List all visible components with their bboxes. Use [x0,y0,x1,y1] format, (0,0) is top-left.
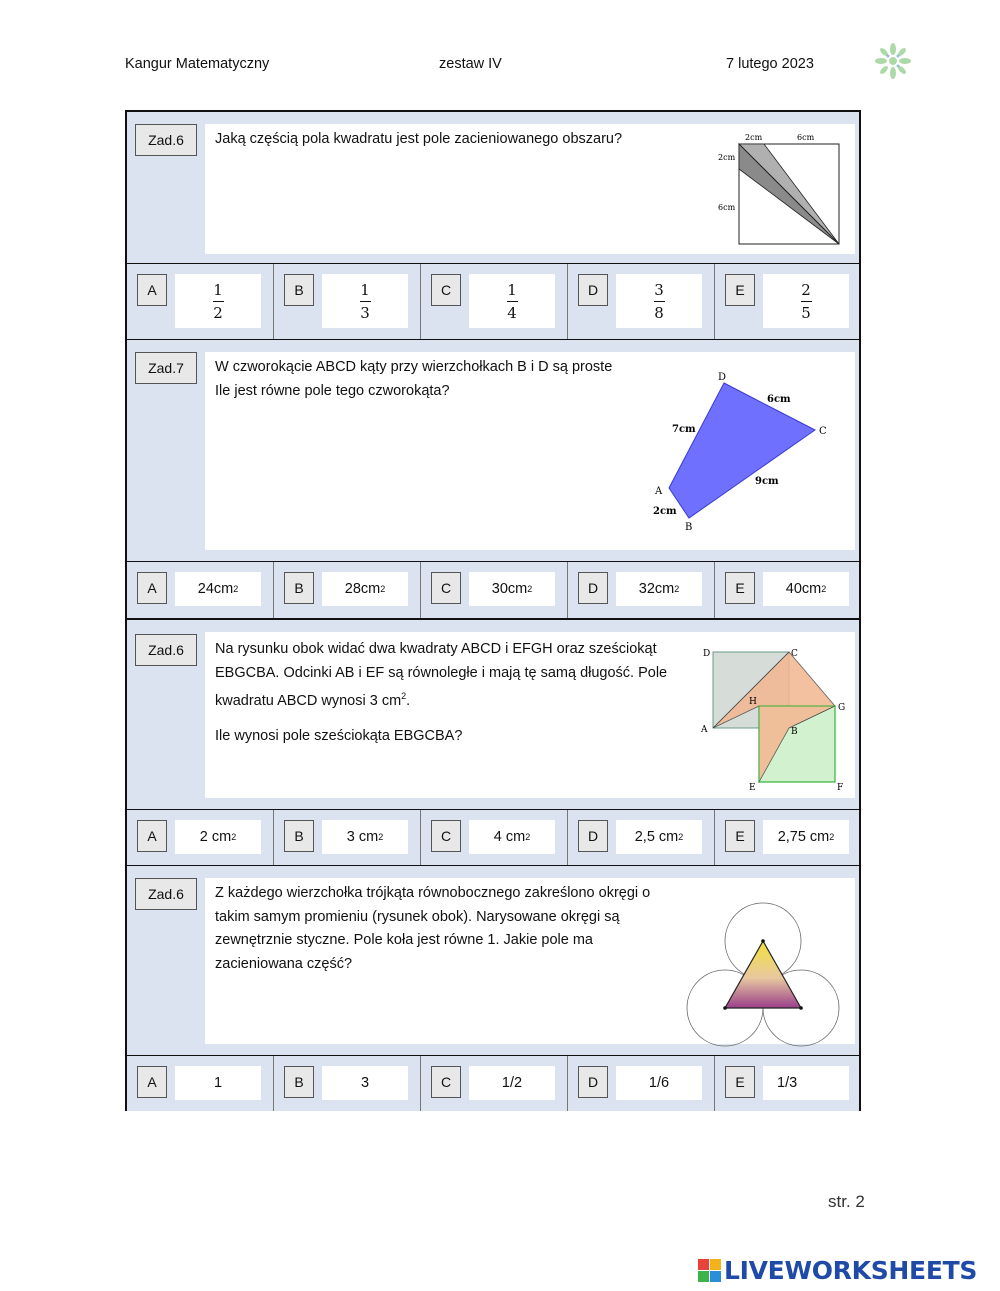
worksheet [125,110,861,1111]
svg-text:D: D [703,649,711,659]
answer-option[interactable]: C 4 cm 2 [421,810,568,865]
svg-text:C: C [819,426,827,437]
answer-option[interactable]: B $\frac{1}{3}$ [274,264,421,339]
answers-3 [127,810,859,866]
svg-text:D: D [718,372,727,383]
answer-option[interactable]: C 1/2 [421,1056,568,1111]
liveworksheets-logo: LIVEWORKSHEETS [698,1256,977,1284]
svg-text:C: C [791,649,798,659]
svg-text:E: E [749,783,756,793]
page-number: str. 2 [828,1192,865,1211]
squares-hexagon-figure [697,644,857,794]
question-text: Z każdego wierzchołka trójkąta równobocznego zakreślono okręgi o takim samym promieniu (rysunek obok). Narysowane okręgi są zewnętrznie styczne. Pole koła jest równe 1. Jakie pole ma zacieniowana część? [215,885,651,972]
answer-option[interactable]: E 40cm 2 [715,562,861,618]
answer-option[interactable]: B 3 cm 2 [274,810,421,865]
answer-option[interactable]: A $\frac{1}{2}$ [127,264,274,339]
svg-text:6cm: 6cm [718,203,736,212]
flower-logo-icon [872,40,914,82]
answer-option[interactable]: D $\frac{3}{8}$ [568,264,715,339]
svg-text:B: B [791,727,798,737]
question-label: Zad.7 [135,352,197,384]
svg-text:2cm: 2cm [718,153,736,162]
question-3 [127,622,859,810]
question-2 [127,340,859,562]
svg-text:H: H [749,697,757,707]
answer-option[interactable]: C 30cm 2 [421,562,568,618]
question-text: Na rysunku obok widać dwa kwadraty ABCD i EFGH oraz sześciokąt EBGCBA. Odcinki AB i EF są równoległe i mają tę samą długość. Pole kwadratu ABCD wynosi 3 $cm^2$. Ile wynosi pole sześciokąta EBGCBA? [215,641,668,745]
svg-text:F: F [837,783,844,793]
question-1 [127,112,859,264]
answer-option[interactable]: B 3 [274,1056,421,1111]
answer-option[interactable]: D 2,5 cm 2 [568,810,715,865]
question-label: Zad.6 [135,878,197,910]
quadrilateral-figure [645,368,845,538]
answers-2 [127,562,859,620]
circles-triangle-figure [685,888,847,1038]
header-title: Kangur Matematyczny [125,56,270,72]
answer-option[interactable]: E $\frac{2}{5}$ [715,264,861,339]
question-text: Jaką częścią pola kwadratu jest pole zacieniowanego obszaru? [215,131,623,147]
svg-text:6cm: 6cm [797,133,815,142]
answers-4 [127,1056,859,1111]
answer-option[interactable]: D 32cm 2 [568,562,715,618]
live-tile-icon [698,1259,721,1282]
svg-text:G: G [838,703,846,713]
question-label: Zad.6 [135,634,197,666]
header-date: 7 lutego 2023 [726,56,814,72]
answer-option[interactable]: A 2 cm 2 [127,810,274,865]
answer-option[interactable]: E 2,75 cm 2 [715,810,861,865]
header-set: zestaw IV [439,56,502,72]
answer-option[interactable]: C $\frac{1}{4}$ [421,264,568,339]
shaded-square-figure [718,130,855,248]
svg-text:7cm: 7cm [672,424,696,435]
svg-text:6cm: 6cm [767,394,791,405]
question-label: Zad.6 [135,124,197,156]
answers-1 [127,264,859,340]
svg-text:9cm: 9cm [755,476,779,487]
svg-text:A: A [701,725,708,735]
svg-text:2cm: 2cm [745,133,763,142]
svg-text:2cm: 2cm [653,506,677,517]
answer-option[interactable]: A 1 [127,1056,274,1111]
answer-option[interactable]: A 24cm 2 [127,562,274,618]
answer-option[interactable]: E 1/3 [715,1056,861,1111]
answer-option[interactable]: D 1/6 [568,1056,715,1111]
question-4 [127,866,859,1056]
answer-option[interactable]: B 28cm 2 [274,562,421,618]
svg-text:A: A [655,486,663,497]
question-text: W czworokącie ABCD kąty przy wierzchołkach B i D są proste Ile jest równe pole tego czworokąta? [215,359,613,399]
svg-text:B: B [685,522,693,533]
